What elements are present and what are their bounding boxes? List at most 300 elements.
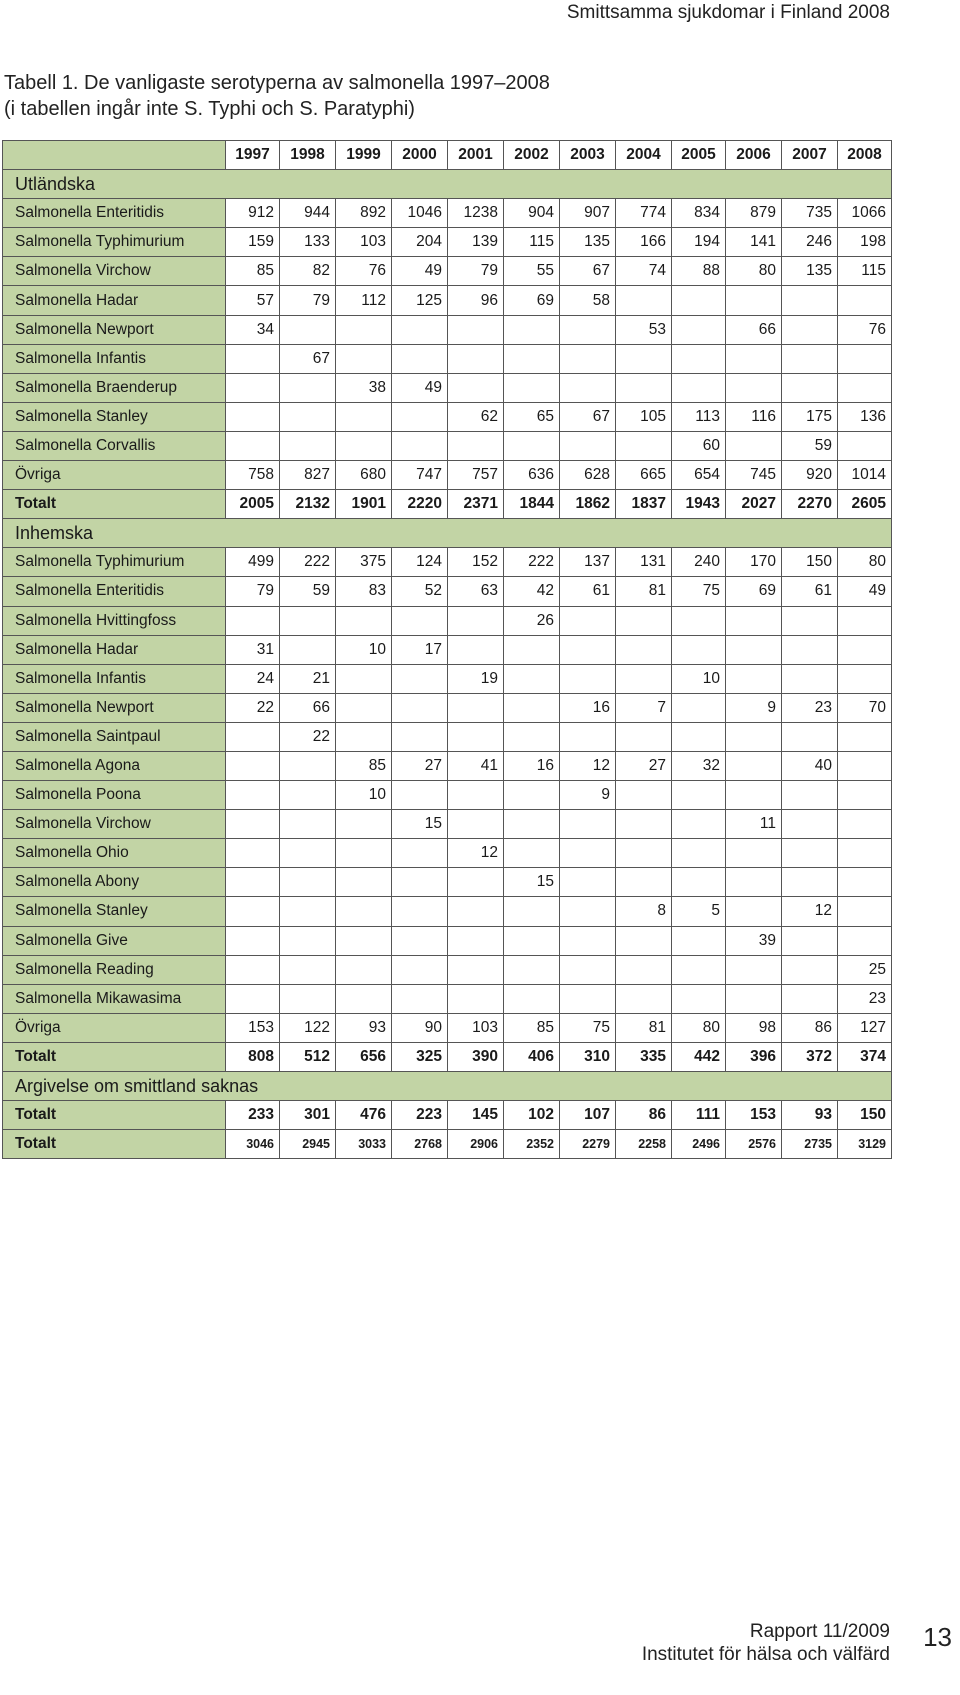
value-cell (336, 897, 392, 926)
value-cell (226, 926, 280, 955)
value-cell: 2768 (392, 1130, 448, 1159)
value-cell: 907 (560, 199, 616, 228)
year-header-1997: 1997 (226, 141, 280, 170)
value-cell: 57 (226, 286, 280, 315)
value-cell (336, 955, 392, 984)
total-row (3, 1101, 892, 1130)
value-cell (280, 606, 336, 635)
value-cell (672, 955, 726, 984)
value-cell: 628 (560, 461, 616, 490)
row-label: Salmonella Hvittingfoss (3, 606, 226, 635)
value-cell: 136 (838, 402, 892, 431)
value-cell (336, 984, 392, 1013)
value-cell: 2220 (392, 490, 448, 519)
value-cell: 135 (782, 257, 838, 286)
row-label: Salmonella Typhimurium (3, 228, 226, 257)
value-cell: 2576 (726, 1130, 782, 1159)
value-cell (560, 926, 616, 955)
value-cell: 2270 (782, 490, 838, 519)
value-cell: 103 (448, 1013, 504, 1042)
value-cell: 31 (226, 635, 280, 664)
value-cell (616, 635, 672, 664)
year-header-row (3, 141, 892, 170)
row-label: Salmonella Hadar (3, 286, 226, 315)
value-cell: 25 (838, 955, 892, 984)
value-cell: 735 (782, 199, 838, 228)
value-cell (448, 868, 504, 897)
year-header-2006: 2006 (726, 141, 782, 170)
row-label: Salmonella Stanley (3, 402, 226, 431)
year-header-1999: 1999 (336, 141, 392, 170)
value-cell (448, 315, 504, 344)
value-cell: 335 (616, 1042, 672, 1071)
value-cell: 3046 (226, 1130, 280, 1159)
value-cell: 1901 (336, 490, 392, 519)
value-cell (782, 722, 838, 751)
value-cell: 892 (336, 199, 392, 228)
value-cell: 390 (448, 1042, 504, 1071)
value-cell: 757 (448, 461, 504, 490)
value-cell: 166 (616, 228, 672, 257)
value-cell (560, 722, 616, 751)
row-label: Salmonella Stanley (3, 897, 226, 926)
row-label: Salmonella Reading (3, 955, 226, 984)
value-cell (782, 344, 838, 373)
value-cell: 17 (392, 635, 448, 664)
value-cell (838, 839, 892, 868)
value-cell: 42 (504, 577, 560, 606)
footer (642, 1620, 890, 1666)
value-cell: 2027 (726, 490, 782, 519)
value-cell (838, 722, 892, 751)
value-cell (448, 926, 504, 955)
value-cell: 396 (726, 1042, 782, 1071)
table-row (3, 781, 892, 810)
value-cell (504, 897, 560, 926)
table-row (3, 664, 892, 693)
value-cell (560, 664, 616, 693)
year-header-2004: 2004 (616, 141, 672, 170)
value-cell: 22 (226, 693, 280, 722)
value-cell: 80 (838, 548, 892, 577)
value-cell: 745 (726, 461, 782, 490)
value-cell (782, 635, 838, 664)
value-cell (392, 955, 448, 984)
value-cell (726, 984, 782, 1013)
section-header-row (3, 519, 892, 548)
value-cell (560, 868, 616, 897)
value-cell (838, 926, 892, 955)
value-cell: 58 (560, 286, 616, 315)
value-cell (838, 373, 892, 402)
value-cell (448, 897, 504, 926)
value-cell (226, 868, 280, 897)
value-cell (448, 722, 504, 751)
value-cell (782, 664, 838, 693)
value-cell: 139 (448, 228, 504, 257)
value-cell (838, 344, 892, 373)
value-cell (336, 664, 392, 693)
value-cell: 16 (504, 751, 560, 780)
value-cell (336, 810, 392, 839)
value-cell: 67 (560, 257, 616, 286)
row-label: Totalt (3, 1101, 226, 1130)
value-cell: 145 (448, 1101, 504, 1130)
value-cell (504, 722, 560, 751)
table-row (3, 1013, 892, 1042)
value-cell: 170 (726, 548, 782, 577)
table-body (3, 170, 892, 1159)
value-cell (616, 606, 672, 635)
value-cell: 27 (392, 751, 448, 780)
value-cell (448, 810, 504, 839)
value-cell: 81 (616, 1013, 672, 1042)
value-cell: 834 (672, 199, 726, 228)
value-cell (616, 373, 672, 402)
value-cell (726, 722, 782, 751)
value-cell: 325 (392, 1042, 448, 1071)
value-cell (782, 810, 838, 839)
row-label: Salmonella Enteritidis (3, 577, 226, 606)
table-row (3, 402, 892, 431)
total-row (3, 490, 892, 519)
value-cell (280, 751, 336, 780)
value-cell (336, 315, 392, 344)
value-cell: 93 (782, 1101, 838, 1130)
value-cell (504, 926, 560, 955)
value-cell: 904 (504, 199, 560, 228)
value-cell (782, 839, 838, 868)
value-cell (392, 344, 448, 373)
running-header: Smittsamma sjukdomar i Finland 2008 (566, 2, 890, 23)
value-cell: 80 (726, 257, 782, 286)
row-label: Salmonella Agona (3, 751, 226, 780)
value-cell (560, 810, 616, 839)
value-cell: 2605 (838, 490, 892, 519)
value-cell: 49 (392, 257, 448, 286)
value-cell: 80 (672, 1013, 726, 1042)
value-cell: 10 (336, 635, 392, 664)
value-cell (392, 868, 448, 897)
section-header-row (3, 170, 892, 199)
value-cell: 86 (782, 1013, 838, 1042)
row-label: Salmonella Newport (3, 693, 226, 722)
value-cell (226, 344, 280, 373)
value-cell: 3129 (838, 1130, 892, 1159)
value-cell: 61 (560, 577, 616, 606)
value-cell (226, 897, 280, 926)
row-label: Salmonella Give (3, 926, 226, 955)
value-cell: 67 (560, 402, 616, 431)
value-cell: 2132 (280, 490, 336, 519)
value-cell: 240 (672, 548, 726, 577)
row-label: Totalt (3, 490, 226, 519)
value-cell (782, 373, 838, 402)
value-cell: 65 (504, 402, 560, 431)
row-label: Salmonella Braenderup (3, 373, 226, 402)
value-cell (726, 286, 782, 315)
table-row (3, 868, 892, 897)
value-cell (616, 955, 672, 984)
value-cell (560, 344, 616, 373)
value-cell: 12 (448, 839, 504, 868)
value-cell: 12 (560, 751, 616, 780)
value-cell (672, 286, 726, 315)
table-row (3, 257, 892, 286)
value-cell: 2735 (782, 1130, 838, 1159)
value-cell: 808 (226, 1042, 280, 1071)
value-cell (560, 315, 616, 344)
value-cell: 40 (782, 751, 838, 780)
row-label: Totalt (3, 1130, 226, 1159)
value-cell: 204 (392, 228, 448, 257)
value-cell: 88 (672, 257, 726, 286)
value-cell (616, 839, 672, 868)
value-cell (280, 984, 336, 1013)
value-cell (280, 402, 336, 431)
row-label: Salmonella Virchow (3, 810, 226, 839)
row-label: Salmonella Mikawasima (3, 984, 226, 1013)
value-cell: 5 (672, 897, 726, 926)
value-cell (336, 344, 392, 373)
value-cell (504, 955, 560, 984)
value-cell: 1014 (838, 461, 892, 490)
value-cell: 53 (616, 315, 672, 344)
value-cell (392, 315, 448, 344)
value-cell (504, 984, 560, 1013)
value-cell: 2496 (672, 1130, 726, 1159)
table-row (3, 984, 892, 1013)
value-cell (560, 984, 616, 1013)
value-cell: 55 (504, 257, 560, 286)
value-cell (280, 955, 336, 984)
value-cell (782, 984, 838, 1013)
table-row (3, 810, 892, 839)
value-cell: 23 (838, 984, 892, 1013)
row-label: Salmonella Typhimurium (3, 548, 226, 577)
value-cell: 2906 (448, 1130, 504, 1159)
value-cell (392, 402, 448, 431)
value-cell: 374 (838, 1042, 892, 1071)
value-cell (336, 606, 392, 635)
value-cell: 2371 (448, 490, 504, 519)
value-cell: 636 (504, 461, 560, 490)
value-cell: 1844 (504, 490, 560, 519)
value-cell (560, 606, 616, 635)
value-cell (782, 315, 838, 344)
value-cell (672, 315, 726, 344)
table-row (3, 431, 892, 460)
year-header-2003: 2003 (560, 141, 616, 170)
row-label: Salmonella Enteritidis (3, 199, 226, 228)
value-cell (838, 664, 892, 693)
value-cell (280, 839, 336, 868)
value-cell: 69 (504, 286, 560, 315)
value-cell (336, 839, 392, 868)
value-cell (392, 606, 448, 635)
value-cell: 879 (726, 199, 782, 228)
value-cell: 22 (280, 722, 336, 751)
value-cell (838, 781, 892, 810)
table-row (3, 344, 892, 373)
value-cell (672, 926, 726, 955)
value-cell (726, 955, 782, 984)
value-cell: 75 (672, 577, 726, 606)
page-number: 13 (923, 1622, 952, 1652)
row-label: Salmonella Virchow (3, 257, 226, 286)
value-cell: 116 (726, 402, 782, 431)
value-cell (226, 955, 280, 984)
value-cell (838, 751, 892, 780)
value-cell: 301 (280, 1101, 336, 1130)
row-label: Totalt (3, 1042, 226, 1071)
value-cell: 135 (560, 228, 616, 257)
year-header-2007: 2007 (782, 141, 838, 170)
value-cell (448, 606, 504, 635)
value-cell: 310 (560, 1042, 616, 1071)
value-cell (280, 431, 336, 460)
value-cell: 153 (226, 1013, 280, 1042)
value-cell: 175 (782, 402, 838, 431)
value-cell: 406 (504, 1042, 560, 1071)
value-cell: 23 (782, 693, 838, 722)
value-cell: 79 (448, 257, 504, 286)
value-cell: 758 (226, 461, 280, 490)
value-cell (280, 373, 336, 402)
value-cell: 153 (726, 1101, 782, 1130)
value-cell: 141 (726, 228, 782, 257)
value-cell (616, 664, 672, 693)
value-cell: 131 (616, 548, 672, 577)
value-cell (336, 402, 392, 431)
value-cell: 21 (280, 664, 336, 693)
value-cell: 127 (838, 1013, 892, 1042)
value-cell (726, 606, 782, 635)
value-cell (616, 344, 672, 373)
value-cell: 82 (280, 257, 336, 286)
value-cell: 63 (448, 577, 504, 606)
value-cell (392, 984, 448, 1013)
value-cell: 8 (616, 897, 672, 926)
table-row (3, 751, 892, 780)
value-cell (672, 781, 726, 810)
value-cell: 93 (336, 1013, 392, 1042)
value-cell: 39 (726, 926, 782, 955)
value-cell: 98 (726, 1013, 782, 1042)
value-cell: 1862 (560, 490, 616, 519)
value-cell: 59 (782, 431, 838, 460)
value-cell: 133 (280, 228, 336, 257)
value-cell (392, 781, 448, 810)
value-cell: 2258 (616, 1130, 672, 1159)
value-cell (782, 955, 838, 984)
value-cell (616, 868, 672, 897)
value-cell: 223 (392, 1101, 448, 1130)
value-cell (448, 635, 504, 664)
value-cell: 137 (560, 548, 616, 577)
table-row (3, 228, 892, 257)
value-cell: 2945 (280, 1130, 336, 1159)
value-cell (560, 635, 616, 664)
value-cell (726, 839, 782, 868)
value-cell (280, 868, 336, 897)
table-row (3, 606, 892, 635)
value-cell: 512 (280, 1042, 336, 1071)
value-cell: 76 (838, 315, 892, 344)
value-cell: 159 (226, 228, 280, 257)
value-cell: 49 (392, 373, 448, 402)
table-row (3, 286, 892, 315)
year-header-2000: 2000 (392, 141, 448, 170)
section-label: Argivelse om smittland saknas (3, 1072, 892, 1101)
row-label: Salmonella Hadar (3, 635, 226, 664)
value-cell (280, 810, 336, 839)
value-cell (838, 286, 892, 315)
value-cell: 19 (448, 664, 504, 693)
value-cell: 49 (838, 577, 892, 606)
table-row (3, 839, 892, 868)
value-cell (726, 344, 782, 373)
value-cell (336, 868, 392, 897)
value-cell (448, 693, 504, 722)
value-cell: 7 (616, 693, 672, 722)
value-cell: 747 (392, 461, 448, 490)
value-cell (448, 344, 504, 373)
value-cell: 79 (280, 286, 336, 315)
value-cell: 194 (672, 228, 726, 257)
value-cell: 59 (280, 577, 336, 606)
table-row (3, 955, 892, 984)
value-cell: 41 (448, 751, 504, 780)
value-cell: 1046 (392, 199, 448, 228)
value-cell: 60 (672, 431, 726, 460)
value-cell (838, 635, 892, 664)
value-cell (616, 722, 672, 751)
value-cell (504, 635, 560, 664)
value-cell (226, 402, 280, 431)
year-header-2008: 2008 (838, 141, 892, 170)
value-cell: 66 (726, 315, 782, 344)
table-row (3, 897, 892, 926)
value-cell: 61 (782, 577, 838, 606)
value-cell: 38 (336, 373, 392, 402)
value-cell: 75 (560, 1013, 616, 1042)
value-cell: 102 (504, 1101, 560, 1130)
value-cell (672, 839, 726, 868)
value-cell (280, 781, 336, 810)
value-cell: 222 (280, 548, 336, 577)
value-cell: 34 (226, 315, 280, 344)
value-cell: 16 (560, 693, 616, 722)
value-cell: 152 (448, 548, 504, 577)
value-cell: 499 (226, 548, 280, 577)
value-cell: 9 (726, 693, 782, 722)
value-cell: 246 (782, 228, 838, 257)
value-cell: 476 (336, 1101, 392, 1130)
value-cell: 103 (336, 228, 392, 257)
value-cell (392, 431, 448, 460)
value-cell: 375 (336, 548, 392, 577)
value-cell: 32 (672, 751, 726, 780)
table-row (3, 635, 892, 664)
value-cell: 113 (672, 402, 726, 431)
table-row (3, 722, 892, 751)
table-row (3, 373, 892, 402)
value-cell: 12 (782, 897, 838, 926)
table-caption (4, 70, 550, 122)
value-cell: 10 (672, 664, 726, 693)
table-row (3, 926, 892, 955)
